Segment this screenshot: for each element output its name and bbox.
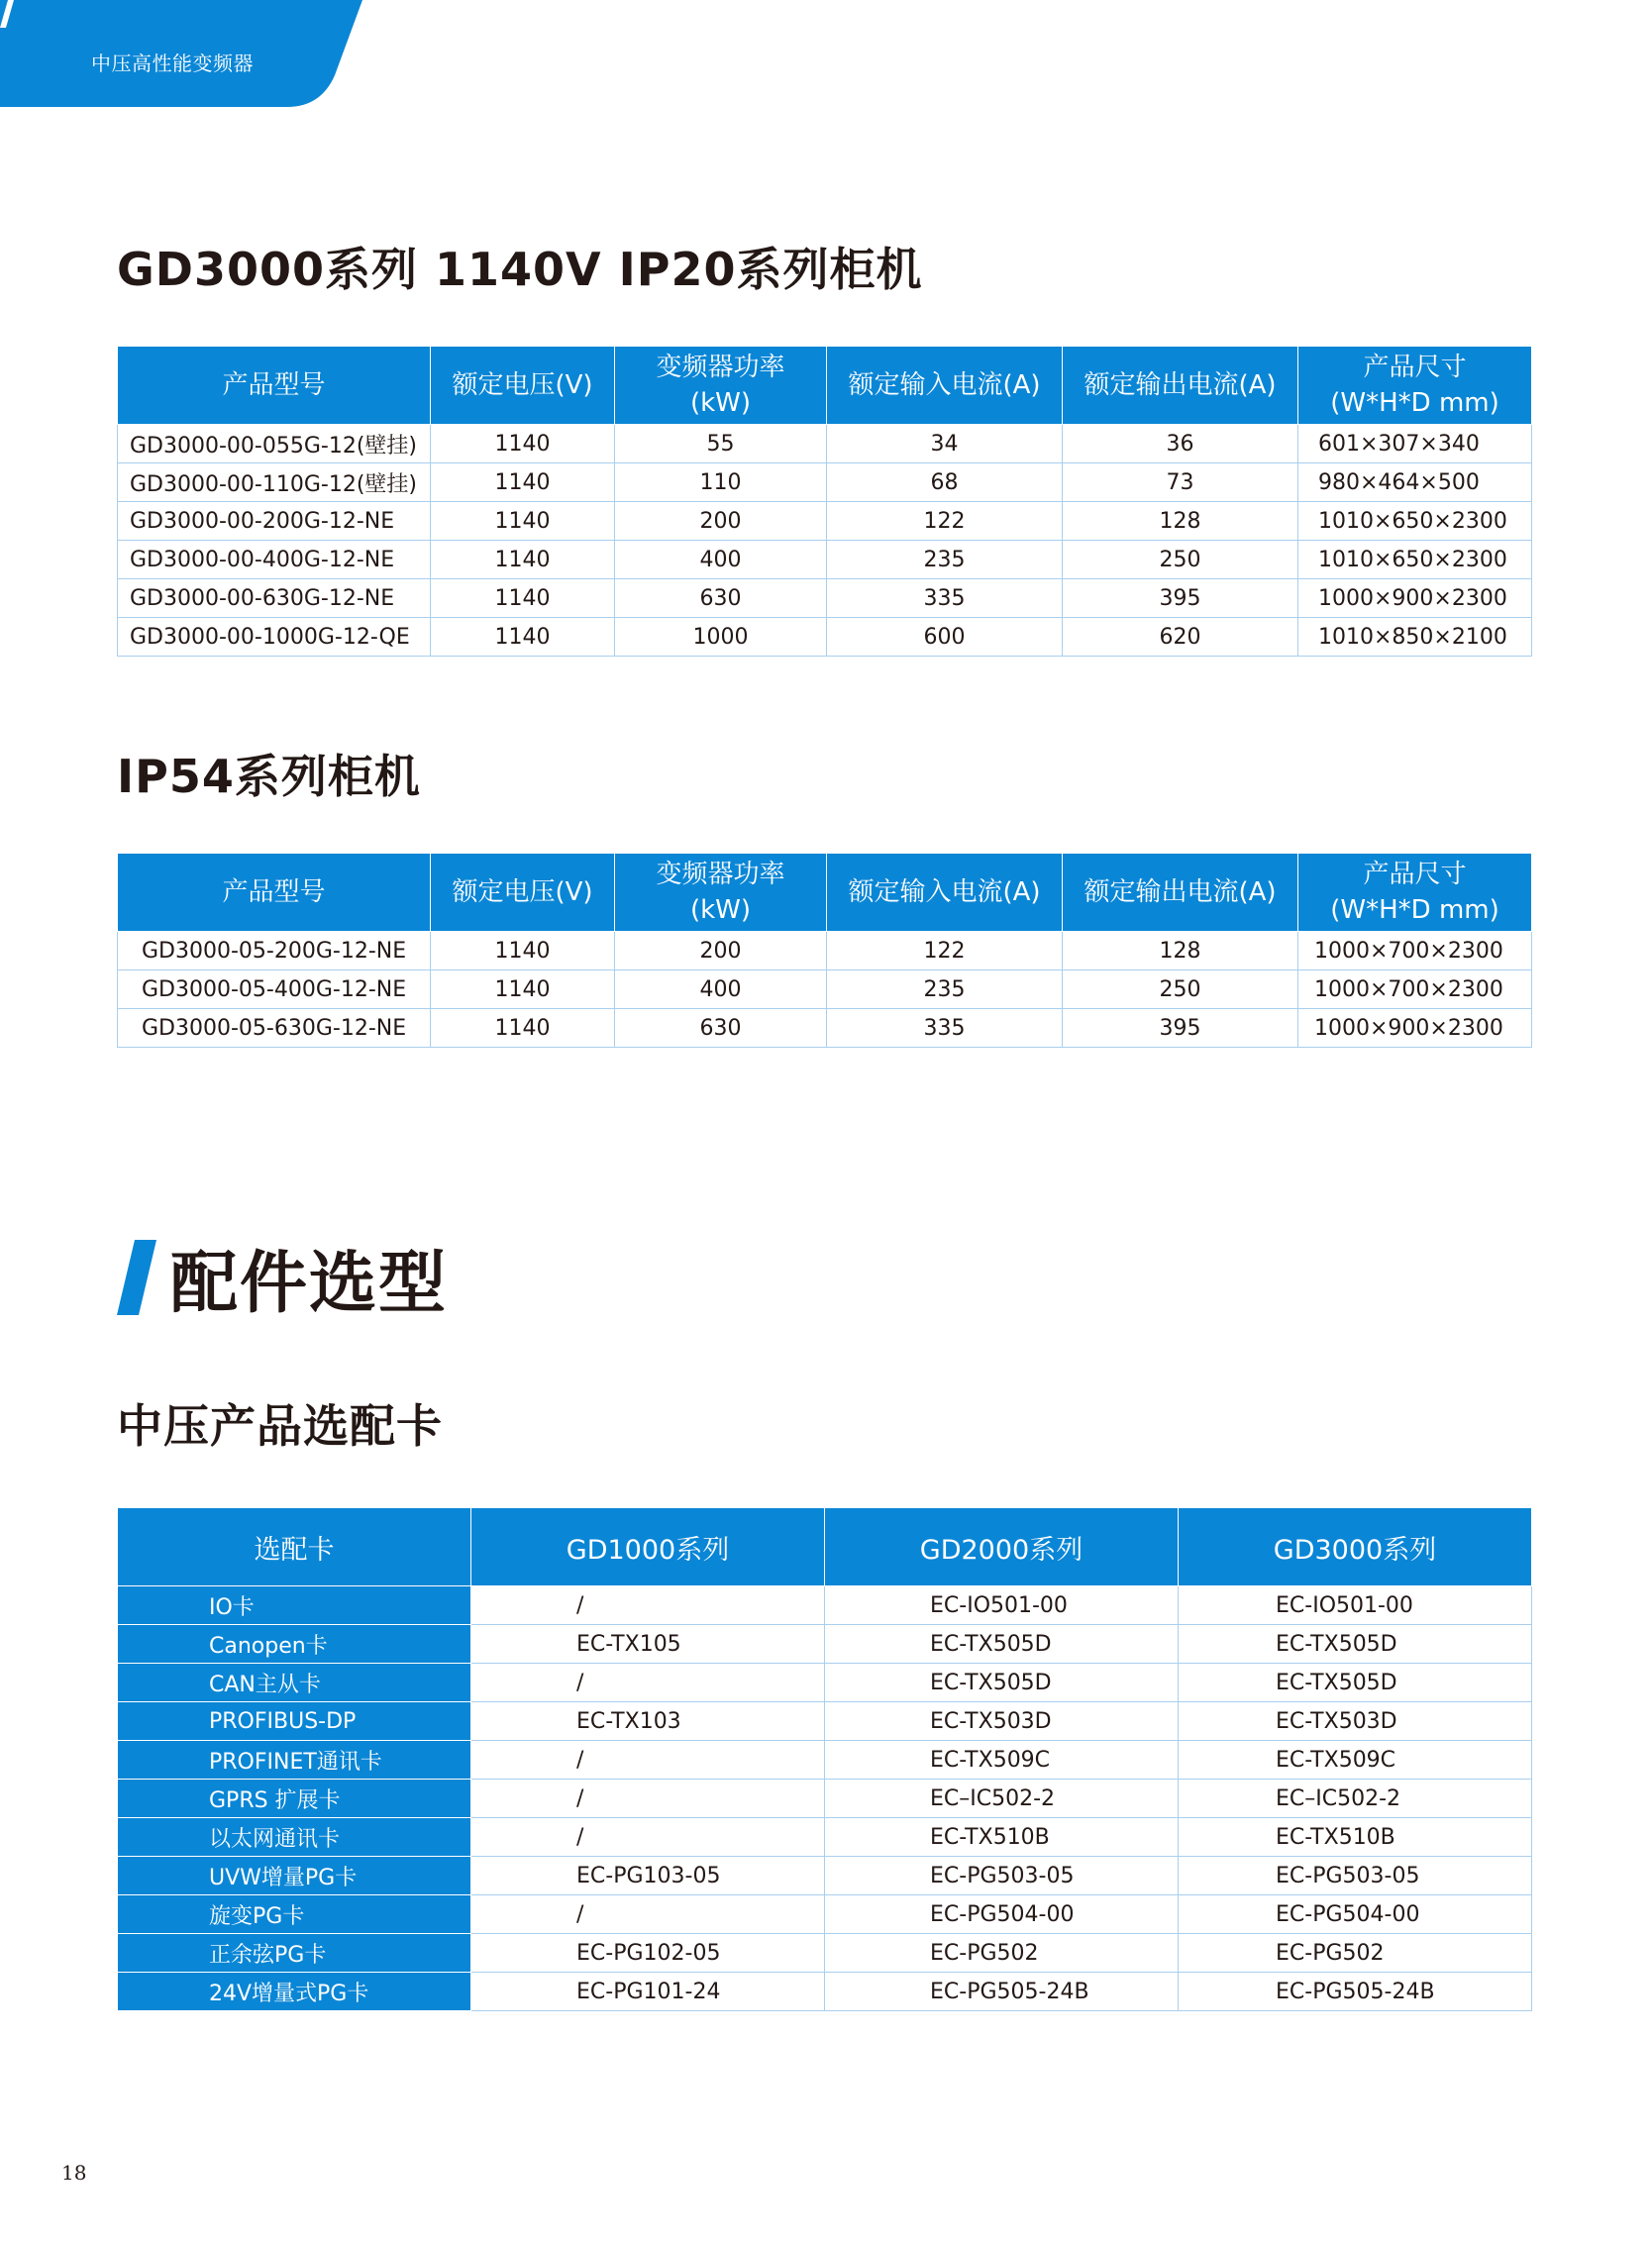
ip20-column-header: 变频器功率 (kW) xyxy=(615,347,827,425)
table-cell: EC-PG505-24B xyxy=(1179,1973,1532,2011)
card-name-cell: PROFINET通讯卡 xyxy=(118,1741,471,1780)
table-cell: / xyxy=(471,1664,825,1702)
table-cell: EC-TX503D xyxy=(825,1702,1179,1741)
table-cell: EC-TX509C xyxy=(825,1741,1179,1780)
ip54-spec-table xyxy=(117,853,1532,1048)
table-cell: EC-TX510B xyxy=(1179,1818,1532,1857)
table-row xyxy=(118,1857,1532,1895)
header-tab-title: 中压高性能变频器 xyxy=(91,51,254,75)
table-cell: 235 xyxy=(827,541,1063,579)
table-cell: GD3000-00-200G-12-NE xyxy=(118,502,431,541)
table-row xyxy=(118,1702,1532,1741)
table-cell: 620 xyxy=(1063,618,1298,657)
table-row xyxy=(118,1741,1532,1780)
table-cell: 1140 xyxy=(431,579,615,618)
table-cell: 395 xyxy=(1063,579,1298,618)
table-cell: 55 xyxy=(615,425,827,463)
table-cell: GD3000-00-055G-12(壁挂) xyxy=(118,425,431,463)
card-name-cell: UVW增量PG卡 xyxy=(118,1857,471,1895)
ip20-spec-table xyxy=(117,346,1532,657)
accessories-title-text: 配件选型 xyxy=(170,1244,449,1323)
card-name-cell: 正余弦PG卡 xyxy=(118,1934,471,1973)
table-cell: EC-TX505D xyxy=(825,1625,1179,1664)
table-row xyxy=(118,463,1532,502)
card-name-cell: IO卡 xyxy=(118,1586,471,1625)
table-cell: 400 xyxy=(615,541,827,579)
table-cell: 630 xyxy=(615,579,827,618)
table-row xyxy=(118,618,1532,657)
table-cell: EC-TX503D xyxy=(1179,1702,1532,1741)
table-cell: 73 xyxy=(1063,463,1298,502)
table-cell: EC-PG102-05 xyxy=(471,1934,825,1973)
table-row xyxy=(118,1664,1532,1702)
table-row xyxy=(118,1009,1532,1048)
table-cell: / xyxy=(471,1586,825,1625)
table-cell: 36 xyxy=(1063,425,1298,463)
table-cell: / xyxy=(471,1895,825,1934)
table-row xyxy=(118,1780,1532,1818)
section-slash-icon xyxy=(117,1240,156,1315)
table-cell: EC-PG103-05 xyxy=(471,1857,825,1895)
table-cell: GD3000-00-400G-12-NE xyxy=(118,541,431,579)
header-tab xyxy=(0,0,362,107)
ip54-column-header: 产品型号 xyxy=(118,854,431,932)
table-cell: 1140 xyxy=(431,541,615,579)
ip54-column-header: 产品尺寸 (W*H*D mm) xyxy=(1298,854,1532,932)
table-cell: 34 xyxy=(827,425,1063,463)
table-row xyxy=(118,1586,1532,1625)
table-cell: GD3000-00-630G-12-NE xyxy=(118,579,431,618)
table-cell: 1140 xyxy=(431,932,615,970)
table-cell: 68 xyxy=(827,463,1063,502)
table-cell: 1140 xyxy=(431,425,615,463)
table-cell: 110 xyxy=(615,463,827,502)
table-cell: EC-PG502 xyxy=(1179,1934,1532,1973)
table-cell: EC-TX510B xyxy=(825,1818,1179,1857)
table-row xyxy=(118,541,1532,579)
ip54-title: IP54系列柜机 xyxy=(117,750,421,803)
table-row xyxy=(118,1625,1532,1664)
ip20-header-row xyxy=(118,347,1532,425)
table-cell: 601×307×340 xyxy=(1298,425,1532,463)
table-cell: GD3000-00-110G-12(壁挂) xyxy=(118,463,431,502)
table-cell: 1010×650×2300 xyxy=(1298,502,1532,541)
table-cell: 250 xyxy=(1063,970,1298,1009)
table-cell: 400 xyxy=(615,970,827,1009)
accessories-subtitle: 中压产品选配卡 xyxy=(117,1399,443,1453)
table-cell: GD3000-05-400G-12-NE xyxy=(118,970,431,1009)
table-cell: GD3000-05-200G-12-NE xyxy=(118,932,431,970)
table-cell: 630 xyxy=(615,1009,827,1048)
table-cell: 1140 xyxy=(431,618,615,657)
option-cards-table xyxy=(117,1507,1532,2011)
ip20-column-header: 产品型号 xyxy=(118,347,431,425)
table-cell: EC-TX509C xyxy=(1179,1741,1532,1780)
table-cell: 1000×900×2300 xyxy=(1298,1009,1532,1048)
accessories-section-title xyxy=(117,1238,449,1323)
table-cell: 122 xyxy=(827,502,1063,541)
table-cell: 1000×700×2300 xyxy=(1298,970,1532,1009)
table-row xyxy=(118,970,1532,1009)
card-name-cell: GPRS 扩展卡 xyxy=(118,1780,471,1818)
ip54-column-header: 额定输入电流(A) xyxy=(827,854,1063,932)
table-cell: EC-TX505D xyxy=(1179,1664,1532,1702)
table-cell: 235 xyxy=(827,970,1063,1009)
table-cell: EC-PG101-24 xyxy=(471,1973,825,2011)
cards-header-row xyxy=(118,1508,1532,1586)
table-cell: EC-PG503-05 xyxy=(825,1857,1179,1895)
table-cell: 1000×900×2300 xyxy=(1298,579,1532,618)
table-cell: 600 xyxy=(827,618,1063,657)
table-cell: 1140 xyxy=(431,970,615,1009)
table-row xyxy=(118,1934,1532,1973)
table-cell: 1000 xyxy=(615,618,827,657)
table-row xyxy=(118,425,1532,463)
slash-icon xyxy=(0,0,14,28)
table-cell: EC-PG503-05 xyxy=(1179,1857,1532,1895)
ip54-header-row xyxy=(118,854,1532,932)
table-cell: 122 xyxy=(827,932,1063,970)
table-cell: EC–IC502-2 xyxy=(1179,1780,1532,1818)
ip20-column-header: 额定输出电流(A) xyxy=(1063,347,1298,425)
table-cell: EC-TX505D xyxy=(825,1664,1179,1702)
table-cell: EC-PG504-00 xyxy=(1179,1895,1532,1934)
table-cell: EC-PG504-00 xyxy=(825,1895,1179,1934)
card-name-cell: CAN主从卡 xyxy=(118,1664,471,1702)
table-cell: 1140 xyxy=(431,463,615,502)
table-cell: 128 xyxy=(1063,502,1298,541)
card-name-cell: PROFIBUS-DP xyxy=(118,1702,471,1741)
table-cell: 200 xyxy=(615,502,827,541)
table-cell: EC-TX105 xyxy=(471,1625,825,1664)
table-cell: 335 xyxy=(827,579,1063,618)
ip54-column-header: 额定电压(V) xyxy=(431,854,615,932)
cards-column-header: GD2000系列 xyxy=(825,1508,1179,1586)
page-number: 18 xyxy=(61,2161,87,2185)
ip20-column-header: 额定电压(V) xyxy=(431,347,615,425)
table-row xyxy=(118,502,1532,541)
ip54-column-header: 变频器功率 (kW) xyxy=(615,854,827,932)
cards-column-header: GD3000系列 xyxy=(1179,1508,1532,1586)
table-cell: 1000×700×2300 xyxy=(1298,932,1532,970)
table-cell: EC-IO501-00 xyxy=(825,1586,1179,1625)
table-cell: GD3000-00-1000G-12-QE xyxy=(118,618,431,657)
table-cell: EC–IC502-2 xyxy=(825,1780,1179,1818)
table-cell: 335 xyxy=(827,1009,1063,1048)
table-cell: EC-PG505-24B xyxy=(825,1973,1179,2011)
table-cell: EC-PG502 xyxy=(825,1934,1179,1973)
table-row xyxy=(118,1973,1532,2011)
table-cell: / xyxy=(471,1741,825,1780)
ip20-title: GD3000系列 1140V IP20系列柜机 xyxy=(117,243,923,296)
card-name-cell: 以太网通讯卡 xyxy=(118,1818,471,1857)
card-name-cell: Canopen卡 xyxy=(118,1625,471,1664)
card-name-cell: 24V增量式PG卡 xyxy=(118,1973,471,2011)
ip54-column-header: 额定输出电流(A) xyxy=(1063,854,1298,932)
table-cell: GD3000-05-630G-12-NE xyxy=(118,1009,431,1048)
table-cell: 1010×850×2100 xyxy=(1298,618,1532,657)
table-cell: 1140 xyxy=(431,1009,615,1048)
ip20-column-header: 产品尺寸 (W*H*D mm) xyxy=(1298,347,1532,425)
table-cell: 1010×650×2300 xyxy=(1298,541,1532,579)
table-row xyxy=(118,1818,1532,1857)
table-cell: / xyxy=(471,1780,825,1818)
table-cell: 1140 xyxy=(431,502,615,541)
cards-column-header: 选配卡 xyxy=(118,1508,471,1586)
cards-column-header: GD1000系列 xyxy=(471,1508,825,1586)
table-cell: 395 xyxy=(1063,1009,1298,1048)
table-row xyxy=(118,932,1532,970)
table-row xyxy=(118,579,1532,618)
card-name-cell: 旋变PG卡 xyxy=(118,1895,471,1934)
table-row xyxy=(118,1895,1532,1934)
table-cell: 128 xyxy=(1063,932,1298,970)
table-cell: / xyxy=(471,1818,825,1857)
table-cell: EC-TX505D xyxy=(1179,1625,1532,1664)
table-cell: 250 xyxy=(1063,541,1298,579)
table-cell: EC-TX103 xyxy=(471,1702,825,1741)
table-cell: EC-IO501-00 xyxy=(1179,1586,1532,1625)
table-cell: 200 xyxy=(615,932,827,970)
ip20-column-header: 额定输入电流(A) xyxy=(827,347,1063,425)
table-cell: 980×464×500 xyxy=(1298,463,1532,502)
